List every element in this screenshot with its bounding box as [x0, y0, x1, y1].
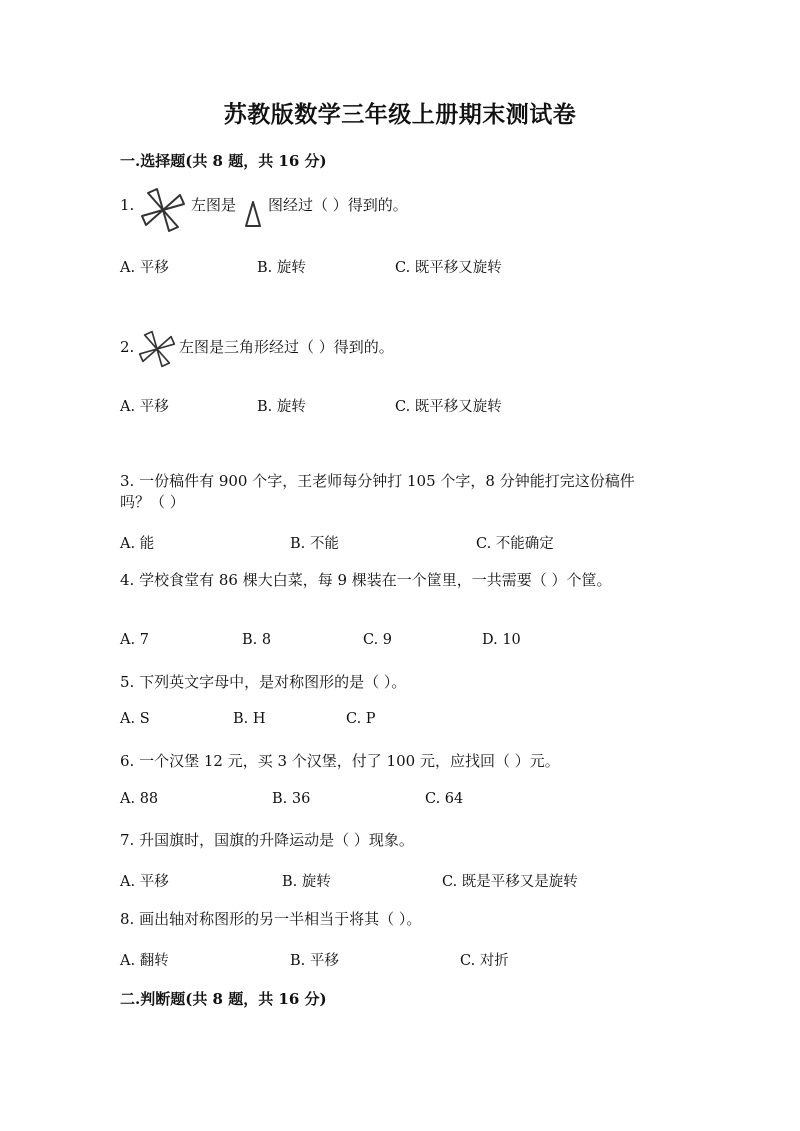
question-6-option-c[interactable]: C. 64	[425, 791, 464, 807]
question-1-option-a[interactable]: A. 平移	[120, 260, 169, 276]
question-3-line-2: 吗？（ ）	[120, 493, 185, 511]
question-6-text: 6. 一个汉堡 12 元，买 3 个汉堡，付了 100 元，应找回（ ）元。	[120, 752, 560, 770]
question-2-option-b[interactable]: B. 旋转	[257, 399, 306, 415]
question-1-number: 1.	[120, 196, 135, 214]
section-heading-choice: 一.选择题(共 8 题，共 16 分)	[120, 152, 327, 170]
question-7-text: 7. 升国旗时，国旗的升降运动是（ ）现象。	[120, 831, 414, 849]
question-8-option-c[interactable]: C. 对折	[460, 953, 509, 969]
question-5-option-a[interactable]: A. S	[120, 711, 150, 727]
question-1-option-b[interactable]: B. 旋转	[257, 260, 306, 276]
question-3-line-1: 3. 一份稿件有 900 个字，王老师每分钟打 105 个字，8 分钟能打完这份稿件	[120, 472, 635, 490]
question-3-option-b[interactable]: B. 不能	[290, 536, 339, 552]
question-2-option-a[interactable]: A. 平移	[120, 399, 169, 415]
question-7-option-c[interactable]: C. 既是平移又是旋转	[442, 874, 578, 890]
question-8-option-b[interactable]: B. 平移	[290, 953, 339, 969]
question-1-option-c[interactable]: C. 既平移又旋转	[395, 260, 502, 276]
question-4-option-c[interactable]: C. 9	[363, 632, 393, 648]
question-3-option-a[interactable]: A. 能	[120, 536, 155, 552]
question-6-option-b[interactable]: B. 36	[272, 791, 311, 807]
question-4-option-d[interactable]: D. 10	[482, 632, 521, 648]
question-8-text: 8. 画出轴对称图形的另一半相当于将其（ ）。	[120, 910, 422, 928]
question-2-text: 左图是三角形经过（ ）得到的。	[179, 338, 394, 356]
question-7-option-b[interactable]: B. 旋转	[282, 874, 331, 890]
question-1-text-a: 左图是	[191, 196, 237, 214]
question-6-option-a[interactable]: A. 88	[120, 791, 159, 807]
question-4-option-a[interactable]: A. 7	[120, 632, 149, 648]
question-1-text-b: 图经过（ ）得到的。	[268, 196, 408, 214]
triangle-figure-icon	[244, 200, 262, 232]
question-7-option-a[interactable]: A. 平移	[120, 874, 169, 890]
pinwheel-figure-icon	[138, 330, 176, 372]
question-5-option-c[interactable]: C. P	[346, 711, 376, 727]
question-5-option-b[interactable]: B. H	[233, 711, 266, 727]
page-title: 苏教版数学三年级上册期末测试卷	[223, 101, 577, 128]
question-5-text: 5. 下列英文字母中，是对称图形的是（ ）。	[120, 673, 407, 691]
question-2-option-c[interactable]: C. 既平移又旋转	[395, 399, 502, 415]
section-heading-judgement: 二.判断题(共 8 题，共 16 分)	[120, 990, 327, 1008]
question-8-option-a[interactable]: A. 翻转	[120, 953, 169, 969]
question-4-text: 4. 学校食堂有 86 棵大白菜，每 9 棵装在一个筐里，一共需要（ ）个筐。	[120, 571, 612, 589]
pinwheel-figure-icon	[140, 187, 186, 237]
question-3-option-c[interactable]: C. 不能确定	[476, 536, 554, 552]
question-2-number: 2.	[120, 338, 135, 356]
question-4-option-b[interactable]: B. 8	[242, 632, 272, 648]
